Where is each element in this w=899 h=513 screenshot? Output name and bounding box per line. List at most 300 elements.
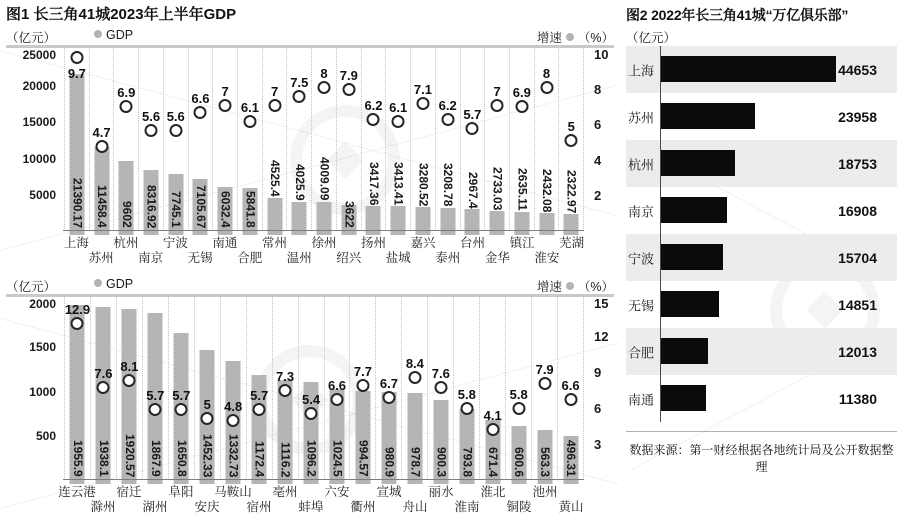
growth-value-label: 7.6 (94, 365, 113, 381)
growth-dot (460, 402, 473, 415)
club-row (626, 46, 897, 93)
pct-axis-tick: 2 (594, 188, 602, 204)
city-label: 淮安 (534, 251, 560, 265)
city-label: 南通 (212, 236, 238, 250)
bar-slot (479, 297, 505, 480)
growth-value-label: 6.1 (240, 99, 259, 115)
bar-slot (375, 297, 401, 480)
bar-slot (237, 48, 262, 231)
gdp-bar (292, 202, 307, 235)
growth-dot (145, 124, 158, 137)
growth-value-label: 4.7 (92, 124, 111, 140)
city-label: 宿迁 (116, 485, 142, 499)
bar-slot (262, 48, 287, 231)
growth-dot (564, 393, 577, 406)
gdp-value-label: 15704 (838, 249, 877, 266)
growth-dot (71, 317, 84, 330)
growth-value-label: 5.4 (302, 392, 321, 407)
growth-dot (434, 381, 447, 394)
y-axis-tick: 15000 (22, 115, 56, 130)
city-label: 无锡 (187, 251, 213, 265)
growth-value-label: 6.2 (438, 97, 457, 113)
gdp-value-label: 2432.08 (540, 168, 555, 213)
y-axis-unit-label: （亿元） (6, 31, 57, 45)
gdp-value-label: 1096.2 (304, 440, 319, 477)
bar-slot (349, 297, 375, 480)
gdp-value-label: 23958 (838, 108, 877, 125)
gdp-value-label: 12013 (838, 343, 877, 360)
growth-value-label: 7.1 (413, 81, 432, 97)
bar-slot (163, 48, 188, 231)
bar-slot (212, 48, 237, 231)
growth-value-label: 6.2 (364, 97, 383, 113)
figure1-bottom-city-labels (58, 480, 584, 513)
figure1-top-plot (6, 45, 614, 231)
gdp-value-label: 18753 (838, 155, 877, 172)
growth-value-label: 5 (203, 396, 211, 412)
bar-slot (113, 48, 138, 231)
growth-value-label: 7.3 (276, 369, 295, 385)
bar-slot (505, 297, 531, 480)
bar-slot (90, 297, 116, 480)
growth-dot (515, 100, 528, 113)
bar-slot (64, 48, 89, 231)
pct-axis-tick: 4 (594, 152, 602, 168)
figure1-top-chart (6, 4, 614, 263)
growth-dot (416, 97, 429, 110)
growth-value-label: 7.9 (535, 361, 554, 377)
gdp-value-label: 900.3 (434, 446, 449, 477)
growth-legend (537, 28, 614, 46)
city-label: 金华 (484, 251, 510, 265)
city-label: 蚌埠 (298, 500, 324, 513)
growth-value-label: 8 (320, 65, 328, 81)
pct-axis-tick: 8 (594, 81, 602, 97)
growth-dot (201, 412, 214, 425)
city-label: 盐城 (385, 251, 411, 265)
figure1-bottom-plot (6, 294, 614, 480)
figure2-rows (626, 46, 897, 422)
gdp-value-label: 4525.4 (268, 160, 283, 197)
city-label: 丽水 (428, 485, 454, 499)
gdp-axis (6, 48, 64, 231)
growth-dot (512, 402, 525, 415)
growth-value-label: 7 (221, 83, 229, 99)
growth-value-label: 7 (493, 83, 501, 99)
y-axis-tick: 1500 (29, 340, 56, 355)
figure2-title: 图2 2022年长三角41城“万亿俱乐部” (626, 7, 849, 23)
gdp-value-label: 1650.8 (174, 440, 189, 477)
city-label: 六安 (324, 485, 350, 499)
bar-slot (336, 48, 361, 231)
bar-slot (453, 297, 479, 480)
bar-slot (558, 48, 583, 231)
growth-value-label: 7.6 (431, 365, 450, 381)
city-label: 南通 (628, 392, 655, 407)
gdp-value-label: 1955.9 (70, 440, 85, 477)
gdp-value-label: 4025.9 (292, 163, 307, 201)
growth-dot (565, 134, 578, 147)
gdp-hbar (661, 197, 727, 223)
city-label: 黄山 (558, 500, 584, 513)
gdp-value-label: 2322.97 (564, 169, 579, 213)
city-label: 合肥 (237, 251, 263, 265)
bar-slot (385, 48, 410, 231)
pct-axis-unit-label: （%） (577, 280, 614, 294)
growth-value-label: 12.9 (64, 301, 91, 317)
city-label: 镇江 (509, 236, 535, 250)
bar-slot (401, 297, 427, 480)
club-row (626, 93, 897, 140)
growth-dot (538, 377, 551, 390)
growth-value-label: 6.9 (512, 85, 531, 101)
city-label: 嘉兴 (410, 236, 436, 250)
bar-slot (460, 48, 485, 231)
y-axis-unit-label: （亿元） (626, 31, 677, 45)
gdp-value-label: 11458.4 (95, 185, 110, 228)
gdp-value-label: 1024.5 (330, 440, 345, 477)
growth-dot (97, 381, 110, 394)
growth-dot (392, 115, 405, 128)
gdp-value-label: 21390.17 (70, 177, 85, 228)
growth-value-label: 8 (542, 65, 551, 81)
pct-axis-tick: 12 (594, 328, 609, 344)
city-label: 上海 (628, 63, 655, 78)
growth-dot (382, 391, 395, 404)
city-label: 湖州 (142, 500, 168, 513)
growth-dot (441, 113, 454, 126)
city-label: 淮北 (480, 485, 506, 499)
gdp-value-label: 496.31 (564, 440, 579, 477)
city-label: 衢州 (350, 500, 376, 513)
pct-axis-tick: 15 (594, 296, 609, 311)
gdp-value-label: 2733.03 (490, 166, 505, 210)
gdp-value-label: 793.8 (460, 446, 475, 477)
club-row (626, 375, 897, 422)
gdp-value-label: 5841.8 (243, 191, 258, 228)
growth-dot (279, 384, 292, 397)
city-label: 南京 (138, 251, 164, 265)
growth-value-label: 6.1 (389, 99, 408, 115)
y-axis-unit-label: （亿元） (6, 280, 57, 294)
gdp-value-label: 1867.9 (148, 440, 163, 477)
gdp-value-label: 16908 (838, 202, 877, 219)
gdp-legend (90, 277, 133, 291)
growth-value-label: 6.7 (379, 376, 398, 392)
growth-value-label: 6.6 (561, 377, 580, 393)
gdp-value-label: 980.9 (382, 446, 397, 477)
club-row (626, 234, 897, 281)
city-label: 连云港 (58, 485, 96, 499)
gdp-legend-dot (94, 30, 102, 38)
growth-dot (305, 407, 318, 420)
gdp-value-label: 1116.2 (278, 441, 293, 477)
growth-value-label: 5.6 (141, 108, 161, 124)
pct-axis-unit-label: （%） (577, 31, 614, 45)
city-label: 合肥 (628, 345, 655, 360)
gdp-bar (514, 212, 529, 235)
figure2-panel (626, 4, 897, 475)
bar-slot (246, 297, 272, 480)
bar-slot (361, 48, 386, 231)
pct-axis-tick: 6 (594, 400, 602, 416)
growth-dot (95, 140, 108, 153)
gdp-value-label: 3208.78 (441, 163, 456, 207)
pct-axis-tick: 9 (594, 364, 602, 380)
growth-dot (293, 90, 306, 103)
growth-dot (175, 403, 188, 416)
bar-slot (410, 48, 435, 231)
growth-dot (367, 113, 380, 126)
growth-dot (408, 371, 421, 384)
growth-dot (243, 115, 256, 128)
city-label: 徐州 (311, 236, 337, 250)
gdp-value-label: 671.4 (486, 446, 501, 477)
growth-value-label: 6.6 (191, 90, 210, 106)
figure1-title: 图1 长三角41城2023年上半年GDP (6, 6, 237, 23)
source-note: 数据来源：第一财经根据各地统计局及公开数据整理 (626, 431, 897, 475)
gdp-bar (267, 198, 282, 235)
growth-value-label: 7 (270, 83, 279, 99)
bar-slot (138, 48, 163, 231)
bar-slot (116, 297, 142, 480)
city-label: 常州 (261, 236, 287, 250)
gdp-value-label: 1920.57 (122, 433, 137, 477)
growth-dot (219, 99, 232, 112)
gdp-value-label: 2967.4 (465, 171, 480, 209)
gdp-bar (490, 211, 505, 235)
gdp-bar (465, 209, 480, 235)
city-label: 苏州 (628, 110, 655, 125)
bar-slot (311, 48, 336, 231)
growth-value-label: 5.6 (166, 108, 185, 124)
gdp-legend (90, 28, 133, 42)
gdp-bar (564, 214, 579, 235)
gdp-value-label: 994.57 (356, 440, 371, 477)
city-label: 舟山 (402, 500, 428, 513)
growth-dot (466, 122, 479, 135)
bar-slot (298, 297, 324, 480)
y-axis-tick: 25000 (22, 48, 56, 62)
club-row (626, 281, 897, 328)
growth-axis (586, 48, 614, 231)
city-label: 扬州 (361, 236, 387, 250)
gdp-value-label: 3280.52 (416, 162, 431, 206)
bar-slot (324, 297, 350, 480)
bar-slot (194, 297, 220, 480)
city-label: 阜阳 (168, 485, 194, 499)
growth-dot (169, 124, 182, 137)
city-label: 芜湖 (559, 236, 585, 250)
bar-slot (286, 48, 311, 231)
growth-value-label: 7.9 (339, 67, 358, 83)
city-label: 台州 (460, 236, 486, 250)
growth-value-label: 4.1 (483, 407, 502, 423)
y-axis-tick: 5000 (29, 188, 56, 203)
club-row (626, 187, 897, 234)
gdp-axis (6, 297, 64, 480)
city-label: 宁波 (628, 251, 655, 266)
gdp-value-label: 7745.1 (169, 191, 184, 228)
y-axis-tick: 2000 (29, 297, 56, 311)
bar-slot (435, 48, 460, 231)
gdp-value-label: 14851 (838, 296, 877, 313)
bar-slot (509, 48, 534, 231)
growth-value-label: 8.1 (120, 359, 139, 375)
city-label: 池州 (532, 485, 558, 499)
gdp-hbar (661, 56, 836, 82)
club-row (626, 328, 897, 375)
city-label: 上海 (63, 236, 89, 250)
growth-value-label: 6.9 (117, 85, 136, 101)
growth-dot (227, 414, 240, 427)
growth-legend-dot (566, 282, 574, 290)
gdp-value-label: 1938.1 (96, 440, 111, 477)
growth-dot (318, 81, 331, 94)
city-label: 温州 (286, 251, 312, 265)
bar-slot (220, 297, 246, 480)
gdp-value-label: 3413.41 (391, 161, 406, 206)
city-label: 苏州 (88, 251, 114, 265)
growth-value-label: 5.7 (146, 388, 165, 404)
y-axis-tick: 20000 (22, 78, 56, 93)
gdp-value-label: 7105.67 (193, 184, 208, 228)
growth-dot (194, 106, 207, 119)
growth-value-label: 6.6 (327, 377, 347, 393)
bar-slot (427, 297, 453, 480)
growth-legend-label: 增速 (536, 31, 562, 45)
growth-axis (586, 297, 614, 480)
gdp-value-label: 1452.33 (200, 433, 215, 477)
growth-legend-label: 增速 (536, 280, 562, 294)
bar-slot (188, 48, 213, 231)
bar-slot (484, 48, 509, 231)
city-label: 淮南 (454, 500, 480, 513)
growth-dot (331, 393, 344, 406)
growth-dot (70, 51, 83, 64)
figure1-top-legend-row (6, 28, 614, 45)
city-label: 马鞍山 (214, 485, 252, 499)
gdp-value-label: 9602 (119, 201, 134, 228)
gdp-value-label: 563.3 (538, 446, 553, 477)
bar-slot (64, 297, 90, 480)
bar-slot (272, 297, 298, 480)
gdp-bar (415, 207, 430, 235)
gdp-value-label: 978.7 (408, 446, 423, 477)
plot-area (64, 297, 584, 480)
city-label: 泰州 (435, 251, 461, 265)
growth-value-label: 5.7 (172, 388, 191, 404)
growth-value-label: 7.5 (290, 74, 309, 90)
growth-value-label: 5.8 (457, 387, 476, 403)
gdp-value-label: 3417.36 (366, 161, 381, 205)
city-label: 铜陵 (506, 500, 532, 513)
bar-slot (557, 297, 583, 480)
growth-dot (342, 83, 355, 96)
gdp-hbar (661, 385, 706, 411)
y-axis-tick: 500 (35, 429, 56, 444)
figure1-bottom-legend-row (6, 277, 614, 294)
city-label: 安庆 (194, 500, 220, 513)
growth-dot (123, 374, 136, 387)
bar-slot (142, 297, 168, 480)
city-label: 杭州 (628, 157, 655, 172)
pct-axis-tick: 6 (594, 117, 602, 133)
gdp-bar (366, 206, 381, 235)
growth-dot (268, 99, 281, 112)
gdp-legend-label: GDP (106, 28, 134, 42)
growth-legend-dot (566, 33, 574, 41)
city-label: 宿州 (246, 500, 272, 513)
growth-dot (491, 99, 504, 112)
bar-slot (534, 48, 559, 231)
growth-value-label: 7.7 (353, 364, 372, 380)
gdp-hbar (661, 103, 755, 129)
city-label: 亳州 (272, 485, 298, 499)
growth-value-label: 9.7 (67, 65, 86, 81)
city-label: 滁州 (90, 500, 116, 513)
bar-slot (531, 297, 557, 480)
gdp-legend-dot (94, 279, 102, 287)
gdp-value-label: 1332.73 (226, 433, 241, 477)
growth-dot (149, 403, 162, 416)
growth-dot (253, 403, 266, 416)
bar-slot (168, 297, 194, 480)
gdp-bar (317, 202, 332, 235)
figure1-top-city-labels (64, 231, 584, 263)
growth-value-label: 5.7 (250, 388, 269, 404)
gdp-value-label: 4009.09 (317, 157, 332, 201)
growth-value-label: 5.8 (509, 387, 528, 403)
gdp-value-label: 600.6 (512, 446, 527, 477)
city-label: 杭州 (113, 236, 139, 250)
gdp-hbar (661, 338, 708, 364)
growth-legend (537, 277, 614, 295)
city-label: 南京 (628, 204, 655, 219)
figure1-bottom-chart (6, 277, 614, 512)
gdp-hbar (661, 150, 735, 176)
growth-dot (356, 379, 369, 392)
gdp-hbar (661, 291, 719, 317)
gdp-bar (539, 213, 554, 235)
city-label: 无锡 (628, 298, 655, 313)
y-axis-tick: 1000 (29, 384, 56, 399)
gdp-legend-label: GDP (106, 277, 134, 291)
city-label: 绍兴 (336, 251, 362, 265)
gdp-value-label: 8316.92 (144, 184, 159, 228)
y-axis-tick: 10000 (22, 151, 56, 166)
club-row (626, 140, 897, 187)
gdp-value-label: 11380 (838, 390, 877, 407)
growth-dot (486, 423, 499, 436)
bar-slot (89, 48, 114, 231)
city-label: 宁波 (162, 236, 188, 250)
growth-dot (540, 81, 553, 94)
gdp-hbar (661, 244, 723, 270)
growth-value-label: 8.4 (405, 355, 424, 371)
gdp-bar (391, 206, 406, 235)
growth-value-label: 5 (567, 119, 575, 135)
growth-value-label: 4.8 (224, 399, 243, 415)
growth-value-label: 5.7 (463, 106, 482, 122)
gdp-bar (440, 208, 455, 235)
gdp-value-label: 6032.4 (218, 191, 233, 228)
gdp-value-label: 2635.11 (515, 168, 530, 211)
city-label: 宣城 (376, 485, 402, 499)
pct-axis-tick: 3 (594, 436, 602, 452)
pct-axis-tick: 10 (594, 47, 609, 62)
gdp-value-label: 3622 (342, 201, 357, 228)
